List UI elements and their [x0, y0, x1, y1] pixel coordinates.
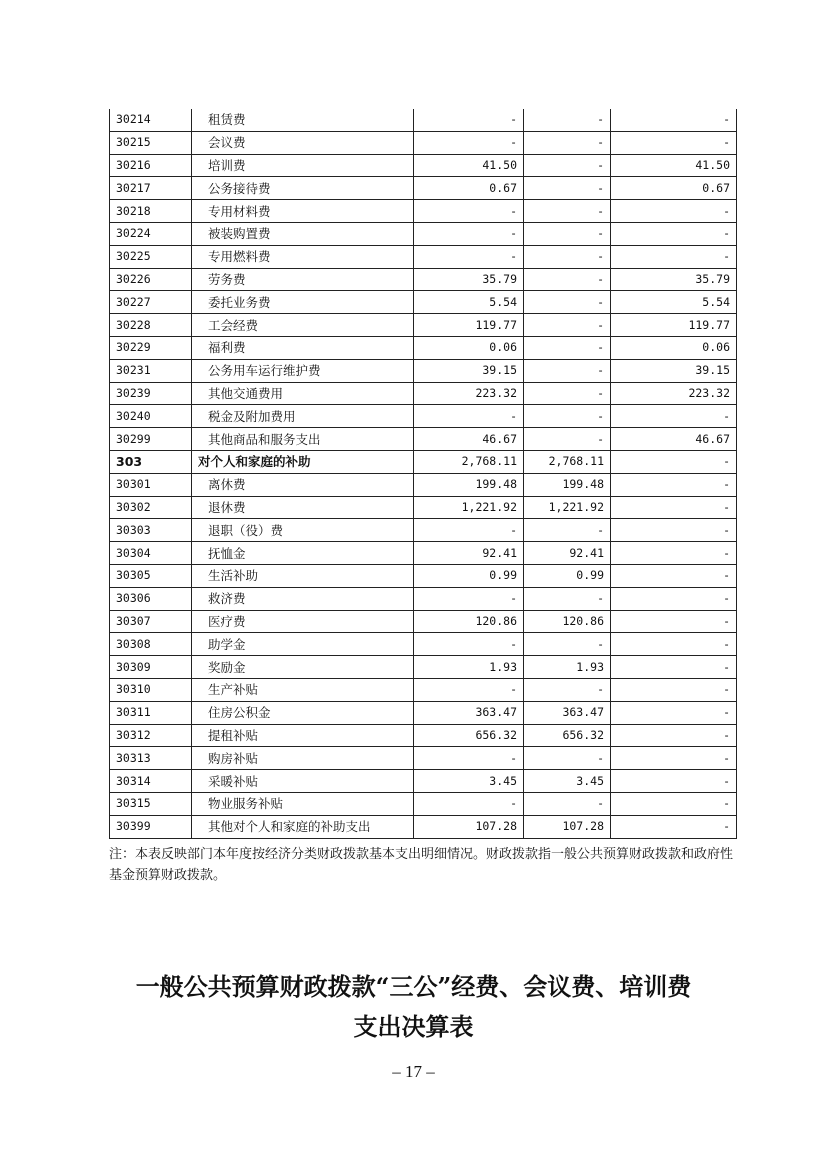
economic-code-cell: 30299	[110, 428, 192, 451]
total-amount-cell: 41.50	[414, 154, 524, 177]
personnel-amount-cell: -	[524, 291, 611, 314]
economic-code-cell: 30224	[110, 222, 192, 245]
personnel-amount-cell: -	[524, 428, 611, 451]
economic-code-cell: 30229	[110, 336, 192, 359]
personnel-amount-cell: -	[524, 382, 611, 405]
item-name-cell: 对个人和家庭的补助	[192, 450, 414, 473]
public-amount-cell: -	[611, 496, 737, 519]
item-name-cell: 税金及附加费用	[192, 405, 414, 428]
economic-code-cell: 30304	[110, 542, 192, 565]
item-name-cell: 其他商品和服务支出	[192, 428, 414, 451]
personnel-amount-cell: 120.86	[524, 610, 611, 633]
table-row	[110, 792, 737, 815]
item-name-cell: 退休费	[192, 496, 414, 519]
public-amount-cell: -	[611, 610, 737, 633]
public-amount-cell: -	[611, 473, 737, 496]
personnel-amount-cell: -	[524, 268, 611, 291]
public-amount-cell: -	[611, 587, 737, 610]
economic-code-cell: 30310	[110, 678, 192, 701]
table-row	[110, 656, 737, 679]
item-name-cell: 采暖补贴	[192, 770, 414, 793]
table-row	[110, 542, 737, 565]
item-name-cell: 物业服务补贴	[192, 792, 414, 815]
item-name-cell: 其他交通费用	[192, 382, 414, 405]
total-amount-cell: 120.86	[414, 610, 524, 633]
economic-code-cell: 30399	[110, 815, 192, 838]
economic-code-cell: 30231	[110, 359, 192, 382]
personnel-amount-cell: 1.93	[524, 656, 611, 679]
public-amount-cell: -	[611, 131, 737, 154]
item-name-cell: 生活补助	[192, 564, 414, 587]
table-row	[110, 747, 737, 770]
public-amount-cell: -	[611, 222, 737, 245]
public-amount-cell: -	[611, 792, 737, 815]
economic-code-cell: 30315	[110, 792, 192, 815]
economic-code-cell: 30227	[110, 291, 192, 314]
table-row	[110, 336, 737, 359]
public-amount-cell: 39.15	[611, 359, 737, 382]
section-title	[0, 967, 827, 1047]
total-amount-cell: 0.67	[414, 177, 524, 200]
table-row	[110, 724, 737, 747]
public-amount-cell: -	[611, 519, 737, 542]
economic-code-cell: 303	[110, 450, 192, 473]
table-row	[110, 291, 737, 314]
item-name-cell: 助学金	[192, 633, 414, 656]
total-amount-cell: -	[414, 200, 524, 223]
personnel-amount-cell: 3.45	[524, 770, 611, 793]
personnel-amount-cell: 0.99	[524, 564, 611, 587]
personnel-amount-cell: 107.28	[524, 815, 611, 838]
table-row	[110, 314, 737, 337]
item-name-cell: 提租补贴	[192, 724, 414, 747]
section-title-line-2: 支出决算表	[353, 1012, 474, 1041]
economic-code-cell: 30314	[110, 770, 192, 793]
table-row	[110, 405, 737, 428]
economic-code-cell: 30301	[110, 473, 192, 496]
public-amount-cell: -	[611, 815, 737, 838]
total-amount-cell: 363.47	[414, 701, 524, 724]
public-amount-cell: -	[611, 405, 737, 428]
item-name-cell: 购房补贴	[192, 747, 414, 770]
item-name-cell: 会议费	[192, 131, 414, 154]
table-row	[110, 428, 737, 451]
total-amount-cell: 3.45	[414, 770, 524, 793]
item-name-cell: 专用燃料费	[192, 245, 414, 268]
total-amount-cell: 2,768.11	[414, 450, 524, 473]
total-amount-cell: -	[414, 109, 524, 131]
item-name-cell: 被装购置费	[192, 222, 414, 245]
total-amount-cell: -	[414, 405, 524, 428]
table-row	[110, 200, 737, 223]
personnel-amount-cell: -	[524, 359, 611, 382]
personnel-amount-cell: -	[524, 109, 611, 131]
economic-code-cell: 30309	[110, 656, 192, 679]
total-amount-cell: -	[414, 587, 524, 610]
table-row	[110, 564, 737, 587]
public-amount-cell: -	[611, 109, 737, 131]
table-row	[110, 519, 737, 542]
personnel-amount-cell: -	[524, 222, 611, 245]
total-amount-cell: 119.77	[414, 314, 524, 337]
table-body	[110, 109, 737, 838]
public-amount-cell: -	[611, 200, 737, 223]
total-amount-cell: 0.99	[414, 564, 524, 587]
item-name-cell: 离休费	[192, 473, 414, 496]
public-amount-cell: -	[611, 770, 737, 793]
economic-code-cell: 30216	[110, 154, 192, 177]
item-name-cell: 生产补贴	[192, 678, 414, 701]
economic-code-cell: 30303	[110, 519, 192, 542]
item-name-cell: 公务接待费	[192, 177, 414, 200]
personnel-amount-cell: -	[524, 314, 611, 337]
item-name-cell: 委托业务费	[192, 291, 414, 314]
economic-code-cell: 30214	[110, 109, 192, 131]
public-amount-cell: -	[611, 245, 737, 268]
item-name-cell: 医疗费	[192, 610, 414, 633]
table-row	[110, 587, 737, 610]
table-row	[110, 109, 737, 131]
item-name-cell: 住房公积金	[192, 701, 414, 724]
table-row	[110, 131, 737, 154]
public-amount-cell: 5.54	[611, 291, 737, 314]
item-name-cell: 抚恤金	[192, 542, 414, 565]
economic-code-cell: 30312	[110, 724, 192, 747]
public-amount-cell: -	[611, 450, 737, 473]
total-amount-cell: -	[414, 222, 524, 245]
economic-code-cell: 30218	[110, 200, 192, 223]
personnel-amount-cell: 92.41	[524, 542, 611, 565]
total-amount-cell: 1,221.92	[414, 496, 524, 519]
public-amount-cell: -	[611, 724, 737, 747]
public-amount-cell: -	[611, 678, 737, 701]
public-amount-cell: 0.06	[611, 336, 737, 359]
total-amount-cell: -	[414, 245, 524, 268]
public-amount-cell: -	[611, 747, 737, 770]
total-amount-cell: 199.48	[414, 473, 524, 496]
economic-code-cell: 30306	[110, 587, 192, 610]
public-amount-cell: 119.77	[611, 314, 737, 337]
item-name-cell: 培训费	[192, 154, 414, 177]
personnel-amount-cell: -	[524, 792, 611, 815]
total-amount-cell: 107.28	[414, 815, 524, 838]
table-row	[110, 245, 737, 268]
personnel-amount-cell: -	[524, 336, 611, 359]
personnel-amount-cell: 656.32	[524, 724, 611, 747]
personnel-amount-cell: -	[524, 747, 611, 770]
personnel-amount-cell: -	[524, 154, 611, 177]
total-amount-cell: -	[414, 678, 524, 701]
table-row	[110, 177, 737, 200]
public-amount-cell: -	[611, 564, 737, 587]
public-amount-cell: -	[611, 656, 737, 679]
table-row	[110, 770, 737, 793]
table-row	[110, 473, 737, 496]
table-row	[110, 610, 737, 633]
public-amount-cell: 0.67	[611, 177, 737, 200]
total-amount-cell: 1.93	[414, 656, 524, 679]
item-name-cell: 其他对个人和家庭的补助支出	[192, 815, 414, 838]
public-amount-cell: 41.50	[611, 154, 737, 177]
total-amount-cell: -	[414, 633, 524, 656]
item-name-cell: 公务用车运行维护费	[192, 359, 414, 382]
item-name-cell: 福利费	[192, 336, 414, 359]
expenditure-detail-table	[109, 109, 737, 839]
economic-code-cell: 30226	[110, 268, 192, 291]
public-amount-cell: 46.67	[611, 428, 737, 451]
table-row	[110, 633, 737, 656]
total-amount-cell: 0.06	[414, 336, 524, 359]
economic-code-cell: 30311	[110, 701, 192, 724]
personnel-amount-cell: 1,221.92	[524, 496, 611, 519]
economic-code-cell: 30228	[110, 314, 192, 337]
total-amount-cell: 39.15	[414, 359, 524, 382]
table-row	[110, 222, 737, 245]
total-amount-cell: -	[414, 747, 524, 770]
personnel-amount-cell: 199.48	[524, 473, 611, 496]
table-row	[110, 450, 737, 473]
page-number: – 17 –	[392, 1062, 435, 1081]
economic-code-cell: 30313	[110, 747, 192, 770]
table-row	[110, 496, 737, 519]
table-row	[110, 382, 737, 405]
personnel-amount-cell: 2,768.11	[524, 450, 611, 473]
total-amount-cell: -	[414, 792, 524, 815]
item-name-cell: 工会经费	[192, 314, 414, 337]
personnel-amount-cell: -	[524, 587, 611, 610]
table-row	[110, 359, 737, 382]
expenditure-detail-table-container	[109, 109, 736, 839]
personnel-amount-cell: -	[524, 678, 611, 701]
item-name-cell: 奖励金	[192, 656, 414, 679]
personnel-amount-cell: -	[524, 519, 611, 542]
total-amount-cell: 656.32	[414, 724, 524, 747]
economic-code-cell: 30308	[110, 633, 192, 656]
total-amount-cell: 5.54	[414, 291, 524, 314]
economic-code-cell: 30239	[110, 382, 192, 405]
public-amount-cell: -	[611, 542, 737, 565]
table-row	[110, 815, 737, 838]
total-amount-cell: 46.67	[414, 428, 524, 451]
total-amount-cell: -	[414, 131, 524, 154]
item-name-cell: 救济费	[192, 587, 414, 610]
public-amount-cell: -	[611, 701, 737, 724]
table-footnote: 注：本表反映部门本年度按经济分类财政拨款基本支出明细情况。财政拨款指一般公共预算财政拨款和政府性基金预算财政拨款。	[109, 847, 734, 883]
item-name-cell: 退职（役）费	[192, 519, 414, 542]
table-row	[110, 701, 737, 724]
total-amount-cell: -	[414, 519, 524, 542]
economic-code-cell: 30240	[110, 405, 192, 428]
total-amount-cell: 35.79	[414, 268, 524, 291]
item-name-cell: 专用材料费	[192, 200, 414, 223]
economic-code-cell: 30217	[110, 177, 192, 200]
item-name-cell: 劳务费	[192, 268, 414, 291]
total-amount-cell: 92.41	[414, 542, 524, 565]
economic-code-cell: 30215	[110, 131, 192, 154]
public-amount-cell: -	[611, 633, 737, 656]
personnel-amount-cell: -	[524, 131, 611, 154]
economic-code-cell: 30302	[110, 496, 192, 519]
table-row	[110, 678, 737, 701]
personnel-amount-cell: -	[524, 177, 611, 200]
economic-code-cell: 30305	[110, 564, 192, 587]
table-row	[110, 154, 737, 177]
total-amount-cell: 223.32	[414, 382, 524, 405]
personnel-amount-cell: -	[524, 633, 611, 656]
section-title-line-1: 一般公共预算财政拨款“三公”经费、会议费、培训费	[135, 972, 692, 1001]
public-amount-cell: 223.32	[611, 382, 737, 405]
economic-code-cell: 30225	[110, 245, 192, 268]
personnel-amount-cell: -	[524, 405, 611, 428]
item-name-cell: 租赁费	[192, 109, 414, 131]
economic-code-cell: 30307	[110, 610, 192, 633]
personnel-amount-cell: -	[524, 245, 611, 268]
public-amount-cell: 35.79	[611, 268, 737, 291]
personnel-amount-cell: 363.47	[524, 701, 611, 724]
personnel-amount-cell: -	[524, 200, 611, 223]
table-row	[110, 268, 737, 291]
